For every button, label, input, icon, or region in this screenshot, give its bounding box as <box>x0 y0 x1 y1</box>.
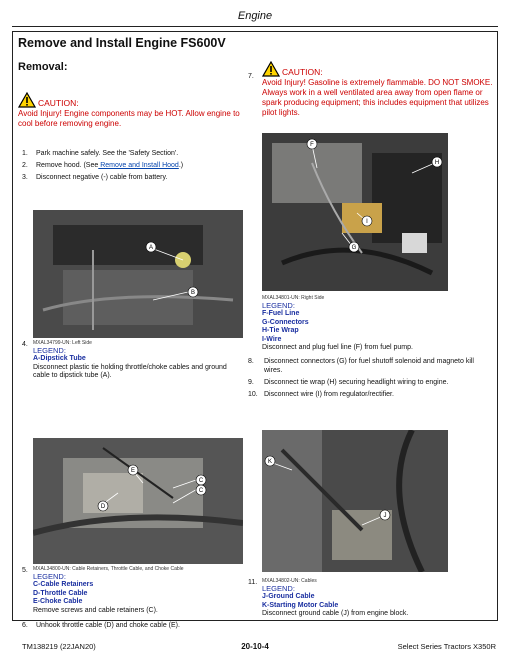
step-item: 3. Disconnect negative (-) cable from battery. <box>22 174 168 181</box>
legend-title: LEGEND: <box>262 301 295 310</box>
figure-block-mxal34799 <box>33 340 245 381</box>
callout-c: C <box>198 478 204 484</box>
callout-a: A <box>148 245 154 251</box>
step-list-top <box>22 149 247 182</box>
header-divider <box>12 26 498 27</box>
caution-text: Avoid Injury! Engine components may be HOT. Allow engine to cool before removing engine. <box>18 109 240 128</box>
figure-description: Disconnect plastic tie holding throttle/choke cables and ground cable to dipstick tube (A). <box>33 363 227 379</box>
legend-item: C-Cable Retainers <box>33 581 94 588</box>
warning-triangle-icon <box>262 61 280 77</box>
step-list-right <box>248 357 494 399</box>
caution-hot-engine <box>18 92 246 129</box>
figure-description: Disconnect and plug fuel line (F) from fuel pump. <box>262 344 413 351</box>
callout-g: G <box>351 245 357 251</box>
footer-page-number: 20-10-4 <box>241 642 269 651</box>
figure-caption: MXAL34801-UN: Right Side <box>262 295 325 301</box>
legend-item: I-Wire <box>262 335 282 343</box>
figure-description: Remove screws and cable retainers (C). <box>33 606 158 614</box>
warning-triangle-icon <box>18 92 36 108</box>
caution-gasoline <box>262 61 494 118</box>
figure-block-mxal34800 <box>33 566 245 615</box>
remove-hood-link[interactable]: Remove and Install Hood <box>98 162 179 169</box>
step-4-number: 4. <box>22 341 28 348</box>
step-11-number: 11. <box>248 579 258 586</box>
figure-block-mxal34801 <box>262 295 494 353</box>
section-title: Remove and Install Engine FS600V <box>18 36 226 50</box>
step-6: 6. Unhook throttle cable (D) and choke cable (E). <box>22 622 180 629</box>
caution-text: Avoid Injury! Gasoline is extremely flammable. DO NOT SMOKE. Always work in a well ventilated area away from open flame or spark producing equipment; this includes equipment that utilizes pilot lights. <box>262 78 493 117</box>
step-item: 1. Park machine safely. See the 'Safety Section'. <box>22 150 179 157</box>
callout-i: I <box>366 219 368 225</box>
figure-block-mxal34802 <box>262 578 494 619</box>
running-header: Engine <box>237 10 273 22</box>
legend-item: J-Ground Cable <box>262 593 315 600</box>
removal-subtitle: Removal: <box>18 61 68 73</box>
callout-k: K <box>267 459 273 465</box>
step-item: 9. Disconnect tie wrap (H) securing headlight wiring to engine. <box>248 379 449 386</box>
figure-caption: MXAL34802-UN: Cables <box>262 578 317 584</box>
step-item: 8. Disconnect connectors (G) for fuel shutoff solenoid and magneto kill wires. <box>248 358 474 374</box>
figure-caption: MXAL34799-UN: Left Side <box>33 340 92 346</box>
callout-d: D <box>100 504 106 510</box>
step-item: 10. Disconnect wire (I) from regulator/rectifier. <box>248 391 394 398</box>
legend-item: G-Connectors <box>262 318 309 326</box>
photo-right-side <box>262 133 448 291</box>
photo-cables <box>262 430 448 572</box>
figure-caption: MXAL34800-UN: Cable Retainers, Throttle Cable, and Choke Cable <box>33 566 184 572</box>
step-7-number: 7. <box>248 73 254 80</box>
caution-title: CAUTION: <box>282 67 323 77</box>
legend-item: D-Throttle Cable <box>33 589 88 597</box>
legend-item: H-Tie Wrap <box>262 327 299 334</box>
legend-title: LEGEND: <box>33 572 66 581</box>
callout-f: F <box>310 142 314 148</box>
footer-doc-id: TM138219 (22JAN20) <box>22 642 96 651</box>
legend-item: E-Choke Cable <box>33 598 83 605</box>
legend-item: F-Fuel Line <box>262 310 300 317</box>
callout-e: E <box>130 468 136 474</box>
legend-item: K-Starting Motor Cable <box>262 601 339 609</box>
callout-h: H <box>434 160 440 166</box>
legend-title: LEGEND: <box>33 346 66 355</box>
photo-cable-retainers <box>33 438 243 564</box>
step-item: 2. Remove hood. (See Remove and Install Hood.) <box>22 162 184 169</box>
caution-title: CAUTION: <box>38 98 79 108</box>
callout-j: J <box>383 513 387 519</box>
step-5-number: 5. <box>22 567 28 574</box>
callout-c: C <box>198 488 204 494</box>
photo-left-side <box>33 210 243 338</box>
footer-product: Select Series Tractors X350R <box>397 642 496 651</box>
legend-item: A-Dipstick Tube <box>33 355 86 362</box>
figure-description: Disconnect ground cable (J) from engine block. <box>262 610 409 617</box>
callout-b: B <box>190 290 196 296</box>
legend-title: LEGEND: <box>262 584 295 593</box>
